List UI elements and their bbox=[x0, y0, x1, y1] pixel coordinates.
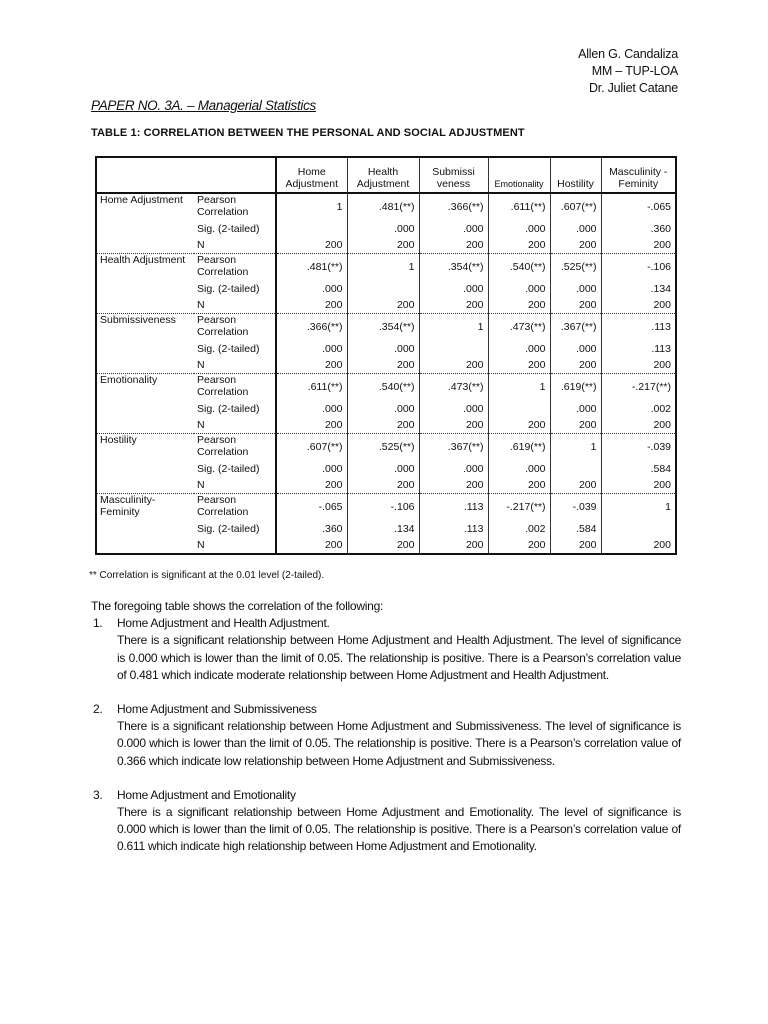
cell-value: .000 bbox=[419, 280, 488, 297]
cell-value: .134 bbox=[347, 520, 419, 537]
stat-label: Sig. (2-tailed) bbox=[194, 280, 276, 297]
cell-value: .000 bbox=[419, 460, 488, 477]
row-variable: Submissiveness bbox=[96, 314, 194, 374]
cell-value: .360 bbox=[601, 220, 676, 237]
cell-value: 200 bbox=[419, 477, 488, 494]
cell-value: .360 bbox=[322, 522, 343, 535]
cell-value: 200 bbox=[550, 477, 601, 494]
cell-value: .473(**) bbox=[488, 314, 550, 341]
stat-label: Pearson Correlation bbox=[194, 494, 276, 521]
cell-value: .000 bbox=[419, 400, 488, 417]
cell-value: 1 bbox=[550, 434, 601, 461]
cell-value: 200 bbox=[347, 537, 419, 554]
cell-value: 200 bbox=[419, 357, 488, 374]
cell-value bbox=[488, 400, 550, 417]
discussion-intro: The foregoing table shows the correlation of the following: bbox=[91, 599, 384, 613]
col-header: Masculinity -Feminity bbox=[601, 157, 676, 193]
cell-value: 200 bbox=[347, 417, 419, 434]
cell-value bbox=[276, 220, 347, 237]
stat-label: Pearson Correlation bbox=[194, 434, 276, 461]
row-variable: Hostility bbox=[96, 434, 194, 494]
item-number: 3. bbox=[93, 787, 103, 802]
item-number: 2. bbox=[93, 702, 103, 717]
stat-label: N bbox=[194, 417, 276, 434]
cell-value: .000 bbox=[488, 280, 550, 297]
cell-value: .000 bbox=[419, 220, 488, 237]
cell-value: .000 bbox=[488, 460, 550, 477]
table-body bbox=[96, 193, 676, 554]
item-title: Home Adjustment and Health Adjustment. bbox=[117, 616, 330, 631]
cell-value: 1 bbox=[488, 374, 550, 401]
stat-label: N bbox=[194, 537, 276, 554]
cell-value: .366(**) bbox=[276, 314, 347, 341]
cell-value: .607(**) bbox=[276, 434, 347, 461]
cell-value: .000 bbox=[347, 460, 419, 477]
cell-value: .000 bbox=[322, 462, 343, 475]
stat-label: Sig. (2-tailed) bbox=[194, 340, 276, 357]
cell-value: 200 bbox=[488, 537, 550, 554]
cell-value: 200 bbox=[550, 417, 601, 434]
item-number: 1. bbox=[93, 616, 103, 631]
cell-value: .367(**) bbox=[550, 314, 601, 341]
table-row bbox=[96, 254, 676, 281]
cell-value: 200 bbox=[550, 297, 601, 314]
correlation-table bbox=[95, 156, 677, 555]
cell-value: .354(**) bbox=[419, 254, 488, 281]
row-variable: Health Adjustment bbox=[96, 254, 194, 314]
cell-value: .113 bbox=[419, 520, 488, 537]
cell-value: .525(**) bbox=[550, 254, 601, 281]
cell-value: .525(**) bbox=[347, 434, 419, 461]
table-header-row bbox=[96, 157, 676, 193]
cell-value: .002 bbox=[488, 520, 550, 537]
cell-value: 200 bbox=[601, 477, 676, 494]
author-program: MM – TUP-LOA bbox=[591, 64, 678, 78]
cell-value: 200 bbox=[324, 479, 343, 491]
cell-value: 1 bbox=[347, 254, 419, 281]
paper-title: PAPER NO. 3A. – Managerial Statistics bbox=[91, 98, 316, 113]
cell-value: 200 bbox=[324, 359, 343, 371]
table-row bbox=[96, 494, 676, 521]
discussion-list bbox=[91, 615, 681, 855]
cell-value: .473(**) bbox=[419, 374, 488, 401]
cell-value: .000 bbox=[488, 340, 550, 357]
cell-value: .584 bbox=[550, 520, 601, 537]
col-header: Submissi veness bbox=[419, 157, 488, 193]
table-title: TABLE 1: CORRELATION BETWEEN THE PERSONAL AND SOCIAL ADJUSTMENT bbox=[91, 127, 525, 139]
cell-value: .540(**) bbox=[488, 254, 550, 281]
stat-label: N bbox=[194, 477, 276, 494]
cell-value: 200 bbox=[488, 357, 550, 374]
cell-value: .000 bbox=[550, 400, 601, 417]
cell-value: -.217(**) bbox=[488, 494, 550, 521]
cell-value bbox=[550, 460, 601, 477]
cell-value: .000 bbox=[322, 282, 343, 295]
cell-value: 1 bbox=[419, 314, 488, 341]
col-header: Hostility bbox=[550, 157, 601, 193]
cell-value: 200 bbox=[488, 417, 550, 434]
row-variable: Home Adjustment bbox=[100, 194, 183, 206]
cell-value: 200 bbox=[347, 477, 419, 494]
item-body: There is a significant relationship between Home Adjustment and Submissiveness. The level of significance is 0.000 which is lower than the limit of 0.05. The relationship is positive. There is a Pearson’s correlation value of 0.366 which indicate low relationship between Home Adjustment and Submissiveness. bbox=[117, 719, 681, 768]
cell-value: -.065 bbox=[601, 193, 676, 220]
stat-label: Sig. (2-tailed) bbox=[194, 220, 276, 237]
table-row bbox=[96, 193, 676, 220]
cell-value: 1 bbox=[601, 494, 676, 521]
cell-value: 200 bbox=[324, 419, 343, 431]
table-row bbox=[96, 314, 676, 341]
cell-value: 200 bbox=[324, 239, 343, 251]
stat-label: Sig. (2-tailed) bbox=[194, 460, 276, 477]
cell-value: 200 bbox=[550, 537, 601, 554]
cell-value: .540(**) bbox=[347, 374, 419, 401]
stat-label: Pearson Correlation bbox=[194, 254, 276, 281]
cell-value bbox=[601, 520, 676, 537]
cell-value: -.106 bbox=[347, 494, 419, 521]
item-title: Home Adjustment and Emotionality bbox=[117, 787, 296, 802]
cell-value: .611(**) bbox=[488, 193, 550, 220]
cell-value: .000 bbox=[488, 220, 550, 237]
stat-label: Pearson Correlation bbox=[194, 193, 276, 220]
item-body: There is a significant relationship between Home Adjustment and Health Adjustment. The level of significance is 0.000 which is lower than the limit of 0.05. The relationship is positive. There is a Pearson’s correlation value of 0.481 which indicate moderate relationship between Home Adjustment and Health Adjustment. bbox=[117, 633, 681, 682]
cell-value: 200 bbox=[347, 297, 419, 314]
cell-value: 200 bbox=[324, 539, 343, 551]
cell-value: .113 bbox=[601, 314, 676, 341]
cell-value: 200 bbox=[550, 357, 601, 374]
author-block bbox=[578, 46, 678, 97]
cell-value: 1 bbox=[336, 201, 343, 213]
cell-value: .367(**) bbox=[419, 434, 488, 461]
row-variable: Emotionality bbox=[96, 374, 194, 434]
cell-value: 200 bbox=[601, 237, 676, 254]
cell-value: .000 bbox=[347, 340, 419, 357]
cell-value: .607(**) bbox=[550, 193, 601, 220]
stat-label: Sig. (2-tailed) bbox=[194, 520, 276, 537]
cell-value: 200 bbox=[347, 357, 419, 374]
cell-value: -.039 bbox=[601, 434, 676, 461]
cell-value: .481(**) bbox=[347, 193, 419, 220]
cell-value: 200 bbox=[601, 297, 676, 314]
cell-value: 200 bbox=[324, 299, 343, 311]
cell-value bbox=[347, 280, 419, 297]
cell-value: 200 bbox=[488, 237, 550, 254]
cell-value: .002 bbox=[601, 400, 676, 417]
cell-value: .134 bbox=[601, 280, 676, 297]
cell-value: .619(**) bbox=[488, 434, 550, 461]
item-body: There is a significant relationship between Home Adjustment and Emotionality. The level of significance is 0.000 which is lower than the limit of 0.05. The relationship is positive. There is a Pearson’s correlation value of 0.611 which indicate high relationship between Home Adjustment and Emotionality. bbox=[117, 805, 681, 854]
cell-value: .113 bbox=[419, 494, 488, 521]
cell-value: 200 bbox=[601, 357, 676, 374]
table-row bbox=[96, 374, 676, 401]
cell-value: .113 bbox=[601, 340, 676, 357]
cell-value: -.065 bbox=[276, 494, 347, 521]
table-footnote: ** Correlation is significant at the 0.01 level (2-tailed). bbox=[89, 570, 325, 581]
stat-label: N bbox=[194, 237, 276, 254]
discussion bbox=[91, 598, 681, 873]
cell-value: .000 bbox=[322, 342, 343, 355]
stat-label: Sig. (2-tailed) bbox=[194, 400, 276, 417]
cell-value: -.039 bbox=[550, 494, 601, 521]
list-item bbox=[91, 787, 681, 856]
cell-value: 200 bbox=[347, 237, 419, 254]
cell-value bbox=[419, 340, 488, 357]
author-name: Allen G. Candaliza bbox=[578, 47, 678, 61]
cell-value: 200 bbox=[419, 417, 488, 434]
row-variable: Masculinity- Feminity bbox=[96, 494, 194, 555]
stat-label: N bbox=[194, 357, 276, 374]
cell-value: 200 bbox=[488, 477, 550, 494]
col-header: Home Adjustment bbox=[276, 157, 347, 193]
cell-value: -.217(**) bbox=[601, 374, 676, 401]
stat-label: N bbox=[194, 297, 276, 314]
cell-value: -.106 bbox=[601, 254, 676, 281]
cell-value: .354(**) bbox=[347, 314, 419, 341]
cell-value: .611(**) bbox=[276, 374, 347, 401]
professor-name: Dr. Juliet Catane bbox=[588, 81, 678, 95]
cell-value: .000 bbox=[550, 280, 601, 297]
cell-value: .000 bbox=[322, 402, 343, 415]
cell-value: 200 bbox=[419, 297, 488, 314]
header-blank bbox=[96, 157, 276, 193]
cell-value: .584 bbox=[601, 460, 676, 477]
cell-value: .366(**) bbox=[419, 193, 488, 220]
cell-value: 200 bbox=[488, 297, 550, 314]
cell-value: .481(**) bbox=[276, 254, 347, 281]
cell-value: 200 bbox=[550, 237, 601, 254]
cell-value: 200 bbox=[419, 237, 488, 254]
col-header: Emotionality bbox=[488, 157, 550, 193]
cell-value: 200 bbox=[419, 537, 488, 554]
cell-value: .000 bbox=[347, 220, 419, 237]
cell-value: .619(**) bbox=[550, 374, 601, 401]
list-item bbox=[91, 701, 681, 770]
cell-value: 200 bbox=[601, 417, 676, 434]
stat-label: Pearson Correlation bbox=[194, 374, 276, 401]
col-header: Health Adjustment bbox=[347, 157, 419, 193]
cell-value: .000 bbox=[550, 220, 601, 237]
table-row bbox=[96, 434, 676, 461]
cell-value: .000 bbox=[347, 400, 419, 417]
item-title: Home Adjustment and Submissiveness bbox=[117, 702, 317, 717]
cell-value: 200 bbox=[601, 537, 676, 554]
list-item bbox=[91, 615, 681, 684]
cell-value: .000 bbox=[550, 340, 601, 357]
stat-label: Pearson Correlation bbox=[194, 314, 276, 341]
